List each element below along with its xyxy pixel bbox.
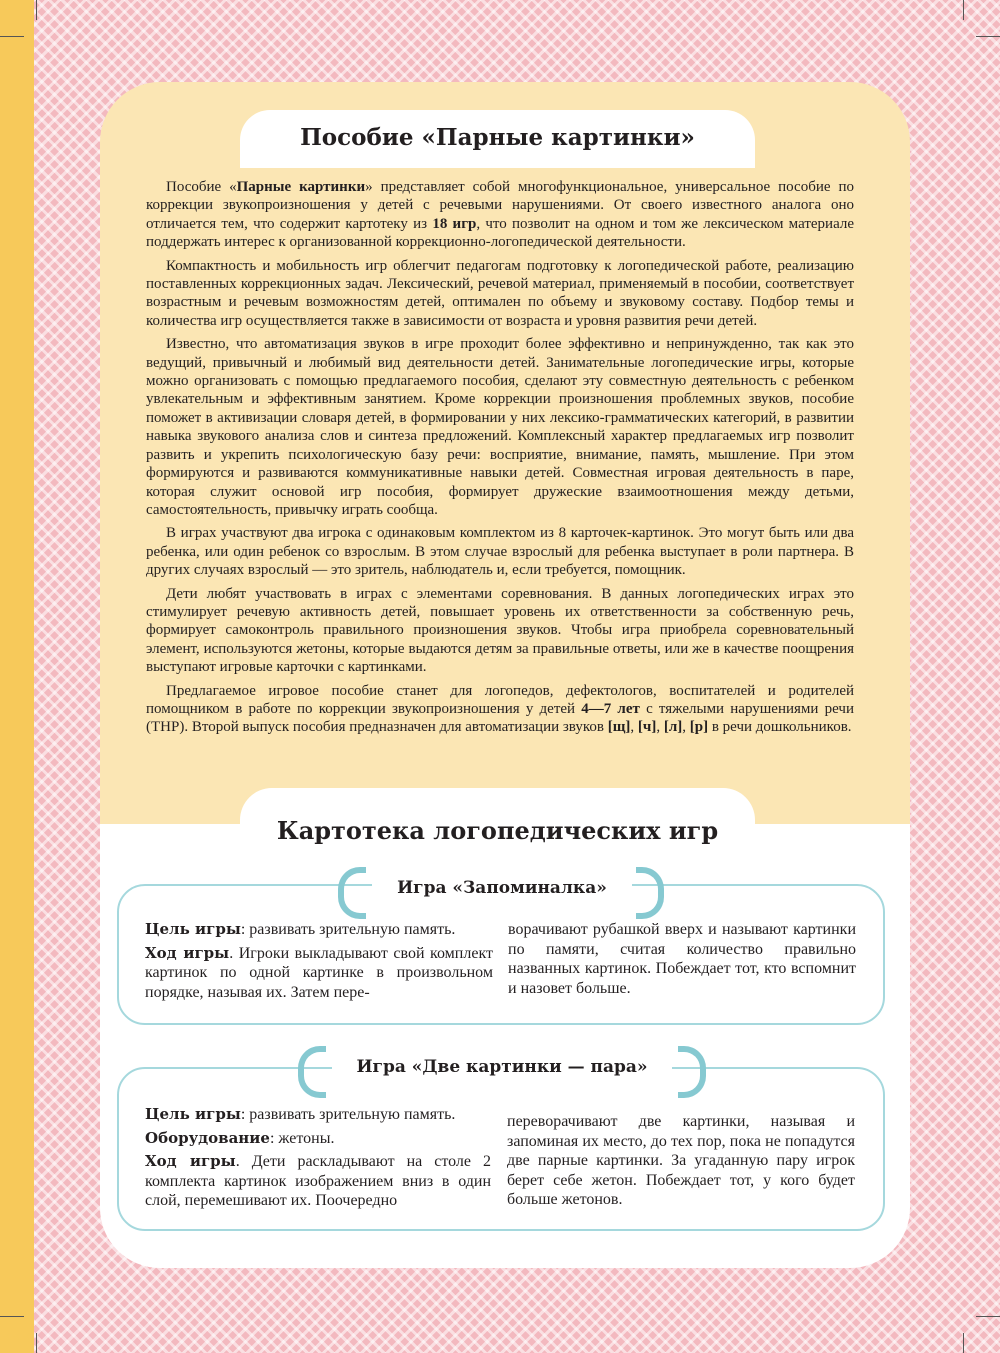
crop-mark: [976, 36, 1000, 37]
intro-text: [146, 178, 854, 742]
intro-paragraph: В играх участвуют два игрока с одинаковым комплектом из 8 карточек-картинок. Это могут быть или два ребенка, или один ребенок со взрослым. В этом случае взрослый для ребенка выступает в роли партнера. В других случаях взрослый — это зритель, наблюдатель и, если требуется, помощник.: [146, 525, 854, 579]
game-moves: Ход игры. Игроки выкладывают свой комплект картинок по одной картинке в произвольном порядке, называя их. Затем пере-: [145, 943, 493, 1001]
game-equipment: Оборудование: жетоны.: [145, 1128, 335, 1147]
game-left-column: [145, 1105, 491, 1215]
game-moves-continued: ворачивают рубашкой вверх и называют картинки по памяти, считая количество правильно названных картинок. Побеждает тот, кто вспомнит и назовет больше.: [508, 921, 856, 997]
game-goal: Цель игры: развивать зрительную память.: [145, 920, 456, 938]
left-bracket-icon: [298, 1046, 326, 1098]
intro-paragraph: Компактность и мобильность игр облегчит педагогам подготовку к логопедической работе, реализацию поставленных коррекционных задач. Лексический, речевой материал, применяемый в пособии, соответствует возрастным и речевым возможностям детей, оптимален по объему и звуковому составу. Подбор темы и количества игр осуществляется также в зависимости от возраста и уровня развития речи детей.: [146, 257, 854, 329]
game-title: Игра «Две картинки — пара»: [356, 1057, 648, 1077]
game-goal: Цель игры: развивать зрительную память.: [145, 1105, 456, 1123]
game-left-column: [145, 920, 493, 1006]
crop-mark: [0, 1316, 24, 1317]
crop-mark: [0, 36, 24, 37]
game-right-column: [507, 1112, 855, 1214]
intro-paragraph: Известно, что автоматизация звуков в игре проходит более эффективно и непринужденно, так как это ведущий, привычный и любимый вид деятельности детей. Занимательные логопедические игры, которые можно организовать с помощью предлагаемого пособия, сделают эту совместную деятельность с ребенком увлекательным и эффективным занятием. Кроме коррекции произношения проблемных звуков, пособие поможет в активизации словаря детей, в формировании у них лексико-грамматических категорий, в развитии навыка звукового анализа слов и синтеза предложений. Комплексный характер предлагаемых игр позволит развить и укрепить психологическую базу речи: восприятие, внимание, память, мышление. При этом формируются и развиваются коммуникативные навыки детей. Совместная игровая деятельность в паре, которая служит основой игр пособия, формирует дружеские взаимоотношения между детьми, самостоятельность, привычку играть сообща.: [146, 336, 854, 518]
page-title: Пособие «Парные картинки»: [300, 124, 695, 151]
left-bracket-icon: [338, 867, 366, 919]
game-moves: Ход игры. Дети раскладывают на столе 2 комплекта картинок изображением вниз в один слой, перемешивают их. Поочередно: [145, 1152, 491, 1210]
crop-mark: [963, 0, 964, 20]
intro-paragraph: Дети любят участвовать в играх с элементами соревнования. В данных логопедических играх это стимулирует речевую активность детей, повышает уровень их ответственности за собственную речь, формирует самоконтроль правильного произношения звуков. Чтобы игра приобрела соревновательный элемент, используются жетоны, которые выдаются детям за правильные ответы, или же в качестве поощрения выступают игровые карточки с картинками.: [146, 585, 854, 676]
game-moves-continued: переворачивают две картинки, называя и запоминая их место, до тех пор, пока не попадутся две парные картинки. За угаданную пару игрок берет себе жетон. Побеждает тот, у кого будет больше жетонов.: [507, 1113, 855, 1209]
section-title: Картотека логопедических игр: [276, 816, 719, 845]
crop-mark: [36, 0, 37, 20]
crop-mark: [976, 1316, 1000, 1317]
game-right-column: [508, 920, 856, 1002]
game-title: Игра «Запоминалка»: [397, 878, 607, 898]
page-edge-stripe: [0, 0, 34, 1353]
crop-mark: [963, 1333, 964, 1353]
crop-mark: [36, 1333, 37, 1353]
intro-paragraph: Предлагаемое игровое пособие станет для логопедов, дефектологов, воспитателей и родителей помощником в работе по коррекции звукопроизношения у детей 4—7 лет с тяжелыми нарушениями речи (ТНР). Второй выпуск пособия предназначен для автоматизации звуков [щ], [ч], [л], [р] в речи дошкольников.: [146, 682, 854, 736]
intro-paragraph: Пособие «Парные картинки» представляет собой многофункциональное, универсальное пособие по коррекции звукопроизношения у детей с речевыми нарушениями. От своего известного аналога оно отличается тем, что содержит картотеку из 18 игр, что позволит на одном и том же лексическом материале поддержать интерес к организованной коррекционно-логопедической деятельности.: [146, 179, 855, 251]
